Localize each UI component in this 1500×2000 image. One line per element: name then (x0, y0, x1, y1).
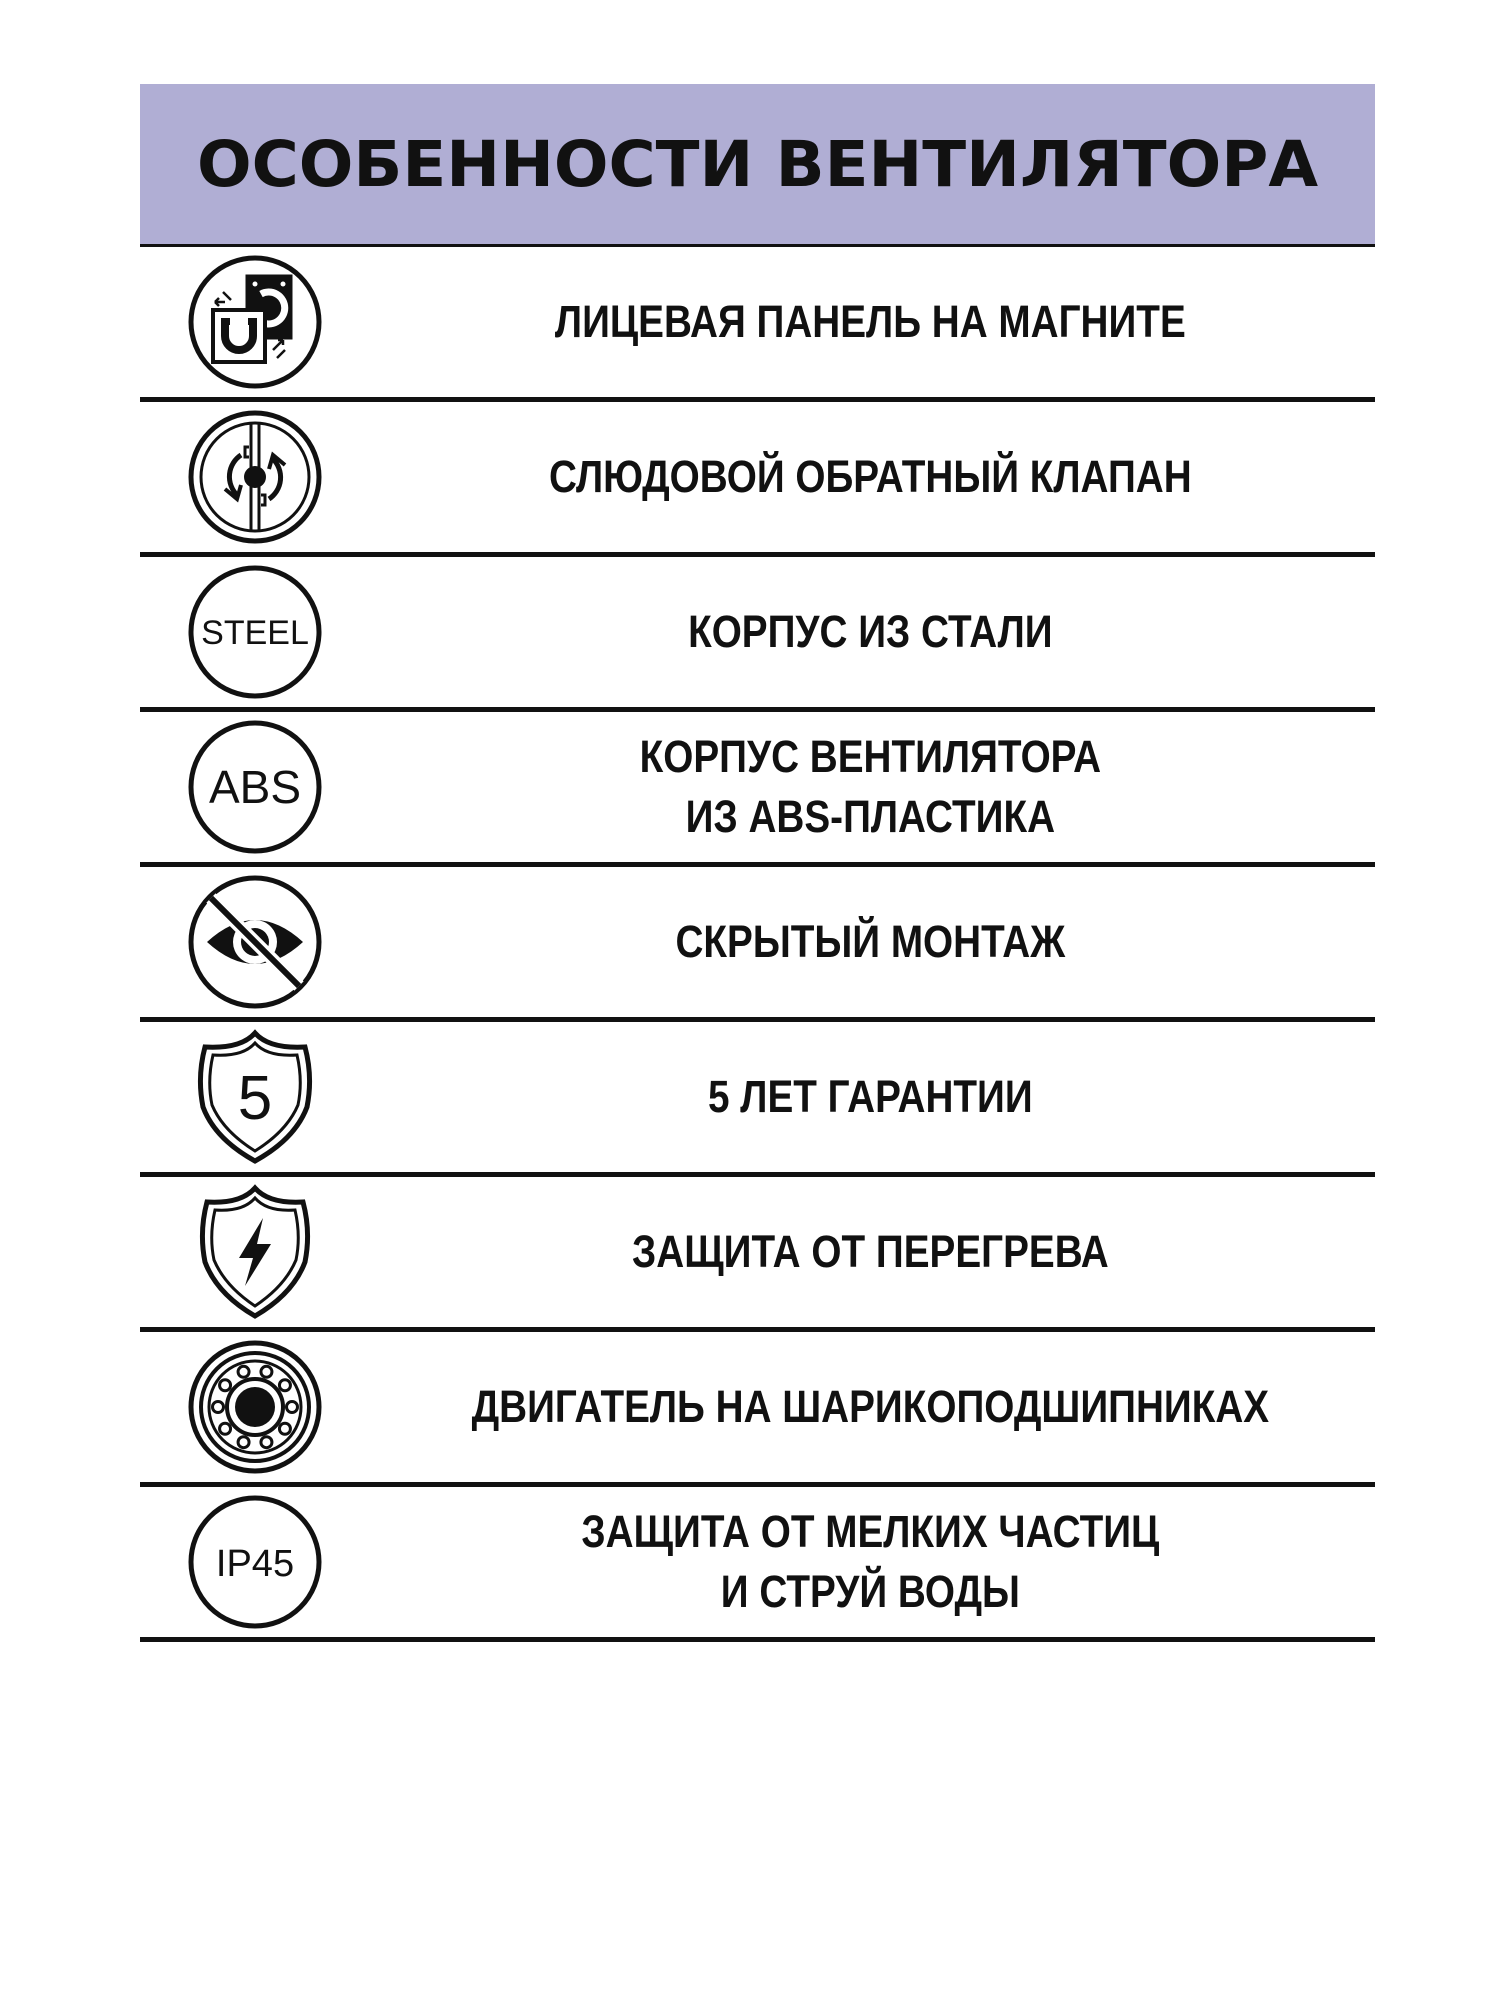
feature-label: ЛИЦЕВАЯ ПАНЕЛЬ НА МАГНИТЕ (554, 296, 1186, 347)
bearing-ball (261, 1437, 272, 1448)
bearing-ball (287, 1402, 298, 1413)
feature-row (140, 712, 1375, 867)
header-banner (140, 84, 1375, 247)
feature-row (140, 402, 1375, 557)
steel-icon (140, 557, 370, 707)
lightning-shield-icon (140, 1177, 370, 1327)
feature-row (140, 1022, 1375, 1177)
feature-label: СЛЮДОВОЙ ОБРАТНЫЙ КЛАПАН (548, 451, 1192, 502)
feature-row (140, 1177, 1375, 1332)
bearing-ball (261, 1366, 272, 1377)
warranty-shield-icon (140, 1022, 370, 1172)
feature-label: ДВИГАТЕЛЬ НА ШАРИКОПОДШИПНИКАХ (471, 1381, 1270, 1432)
feature-label: ЗАЩИТА ОТ МЕЛКИХ ЧАСТИЦ И СТРУЙ ВОДЫ (581, 1506, 1160, 1617)
features-sheet (140, 84, 1375, 1642)
feature-label: 5 ЛЕТ ГАРАНТИИ (708, 1071, 1033, 1122)
page-title: ОСОБЕННОСТИ ВЕНТИЛЯТОРА (196, 127, 1319, 201)
svg-text:ABS: ABS (208, 761, 302, 813)
feature-row (140, 1487, 1375, 1642)
bearing-ball (213, 1402, 224, 1413)
feature-label: КОРПУС ВЕНТИЛЯТОРА ИЗ ABS-ПЛАСТИКА (639, 731, 1102, 842)
check-valve-icon (140, 402, 370, 552)
ip45-icon (140, 1487, 370, 1637)
feature-row (140, 867, 1375, 1022)
svg-text:STEEL: STEEL (201, 614, 309, 652)
bearing-ball (220, 1380, 231, 1391)
feature-row (140, 1332, 1375, 1487)
bearing-ball (220, 1423, 231, 1434)
ball-bearing-icon (140, 1332, 370, 1482)
bearing-ball (279, 1380, 290, 1391)
feature-row (140, 247, 1375, 402)
magnet-panel-icon (140, 247, 370, 397)
abs-icon (140, 712, 370, 862)
svg-text:IP45: IP45 (215, 1543, 295, 1585)
feature-label: ЗАЩИТА ОТ ПЕРЕГРЕВА (632, 1226, 1109, 1277)
hidden-eye-icon (140, 867, 370, 1017)
feature-label: КОРПУС ИЗ СТАЛИ (688, 606, 1053, 657)
bearing-ball (238, 1366, 249, 1377)
svg-text:5: 5 (237, 1064, 273, 1133)
bearing-ball (238, 1437, 249, 1448)
bearing-ball (279, 1423, 290, 1434)
feature-row (140, 557, 1375, 712)
feature-label: СКРЫТЫЙ МОНТАЖ (675, 916, 1066, 967)
